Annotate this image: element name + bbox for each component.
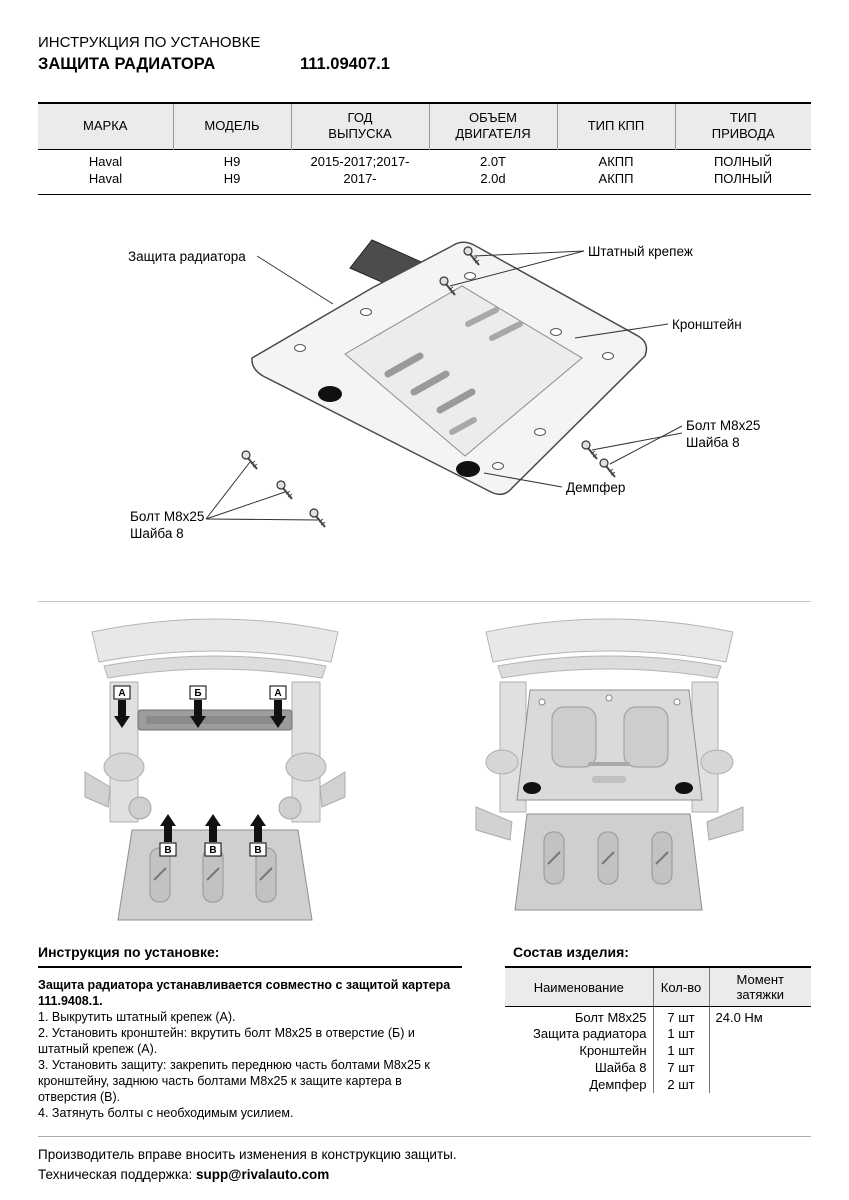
table-cell: АКПП [598, 170, 634, 186]
table-row [38, 149, 811, 170]
table-cell: 1 шт [653, 1042, 709, 1059]
fitment-header-row [38, 103, 811, 149]
marker-b-label: Б [194, 688, 202, 699]
parts-list [505, 944, 811, 1093]
installation-instructions [38, 944, 462, 1121]
table-header-cell: Наименование [505, 968, 653, 1007]
table-cell: H9 [223, 153, 241, 169]
label-washer-right: Шайба 8 [686, 435, 740, 450]
marker-a-label: А [118, 688, 126, 699]
table-cell: 2.0T [479, 153, 506, 169]
table-cell: 7 шт [653, 1007, 709, 1026]
table-header-cell: Кол-во [653, 968, 709, 1007]
table-row [505, 1025, 811, 1042]
table-header-cell: ОБЪЕМ ДВИГАТЕЛЯ [429, 103, 557, 149]
bolt-part [310, 509, 325, 527]
figure-installation-mount-points [80, 612, 350, 937]
table-cell [709, 1025, 811, 1042]
figure-installed-view [472, 612, 747, 937]
label-damper: Демпфер [566, 480, 626, 495]
instruction-step: 2. Установить кронштейн: вкрутить болт М8х25 в отверстие (Б) и штатный крепеж (А). [38, 1026, 415, 1056]
instruction-step: 4. Затянуть болты с необходимым усилием. [38, 1106, 294, 1120]
instructions-rule [38, 966, 462, 968]
support-email: supp@rivalauto.com [196, 1167, 330, 1182]
damper-part [318, 386, 342, 402]
bolt-part [582, 441, 597, 459]
label-bolt-right: Болт М8х25 [686, 418, 761, 433]
label-bolt-left: Болт М8х25 [130, 509, 205, 524]
table-cell: Шайба 8 [594, 1060, 647, 1075]
table-header-cell: Момент затяжки [709, 968, 811, 1007]
document-subtitle: ИНСТРУКЦИЯ ПО УСТАНОВКЕ [38, 34, 261, 51]
table-row [505, 1042, 811, 1059]
table-cell: АКПП [598, 153, 634, 169]
table-row [505, 1076, 811, 1093]
marker-v-label: В [209, 845, 217, 856]
table-cell: Болт М8х25 [574, 1010, 647, 1025]
table-cell [709, 1042, 811, 1059]
instructions-intro: Защита радиатора устанавливается совместно с защитой картера 111.9408.1. [38, 978, 451, 1008]
exploded-view-diagram [0, 226, 849, 598]
label-bracket: Кронштейн [672, 317, 742, 332]
table-cell: 2015-2017;2017- [310, 153, 410, 169]
label-washer-left: Шайба 8 [130, 526, 184, 541]
parts-table [505, 968, 811, 1093]
table-cell: ПОЛНЫЙ [713, 170, 773, 186]
table-header-cell: ТИП КПП [557, 103, 675, 149]
instructions-title: Инструкция по установке: [38, 944, 220, 960]
table-row [505, 1007, 811, 1026]
table-cell: Защита радиатора [533, 1026, 647, 1041]
marker-v-label: В [254, 845, 262, 856]
parts-title: Состав изделия: [513, 944, 629, 960]
bolt-part [600, 459, 615, 477]
footer-divider [38, 1136, 811, 1137]
instruction-step: 3. Установить защиту: закрепить переднюю часть болтами М8х25 к кронштейну, заднюю часть болтами М8х25 к защите картера в отверстия (В). [38, 1058, 430, 1104]
manufacturer-note: Производитель вправе вносить изменения в конструкцию защиты. [38, 1147, 457, 1162]
table-cell [709, 1059, 811, 1076]
part-number: 111.09407.1 [300, 55, 390, 73]
table-cell: 2.0d [480, 170, 506, 186]
table-cell: 7 шт [653, 1059, 709, 1076]
support-label: Техническая поддержка: [38, 1167, 197, 1182]
table-cell: Haval [88, 153, 123, 169]
table-header-cell: ГОД ВЫПУСКА [291, 103, 429, 149]
table-cell: Haval [88, 170, 123, 186]
table-cell: H9 [223, 170, 241, 186]
section-divider [38, 601, 811, 602]
table-row [38, 170, 811, 195]
label-radiator-guard: Защита радиатора [128, 249, 246, 264]
marker-v-label: В [164, 845, 172, 856]
label-standard-fastener: Штатный крепеж [588, 244, 693, 259]
table-header-cell: МАРКА [38, 103, 173, 149]
support-line [38, 1167, 329, 1182]
table-cell: Демпфер [589, 1077, 647, 1092]
table-cell: 24.0 Нм [709, 1007, 811, 1026]
table-header-cell: ТИП ПРИВОДА [675, 103, 811, 149]
marker-a-label: А [274, 688, 282, 699]
fitment-table [38, 102, 811, 195]
parts-header-row [505, 968, 811, 1007]
table-header-cell: МОДЕЛЬ [173, 103, 291, 149]
table-cell: 2017- [343, 170, 377, 186]
table-cell: ПОЛНЫЙ [713, 153, 773, 169]
table-cell: 2 шт [653, 1076, 709, 1093]
table-cell [709, 1076, 811, 1093]
table-cell: Кронштейн [579, 1043, 647, 1058]
bolt-part [277, 481, 292, 499]
table-cell: 1 шт [653, 1025, 709, 1042]
instruction-step: 1. Выкрутить штатный крепеж (А). [38, 1010, 236, 1024]
bolt-part [242, 451, 257, 469]
page-title: ЗАЩИТА РАДИАТОРА [38, 55, 216, 73]
damper-part [456, 461, 480, 477]
table-row [505, 1059, 811, 1076]
